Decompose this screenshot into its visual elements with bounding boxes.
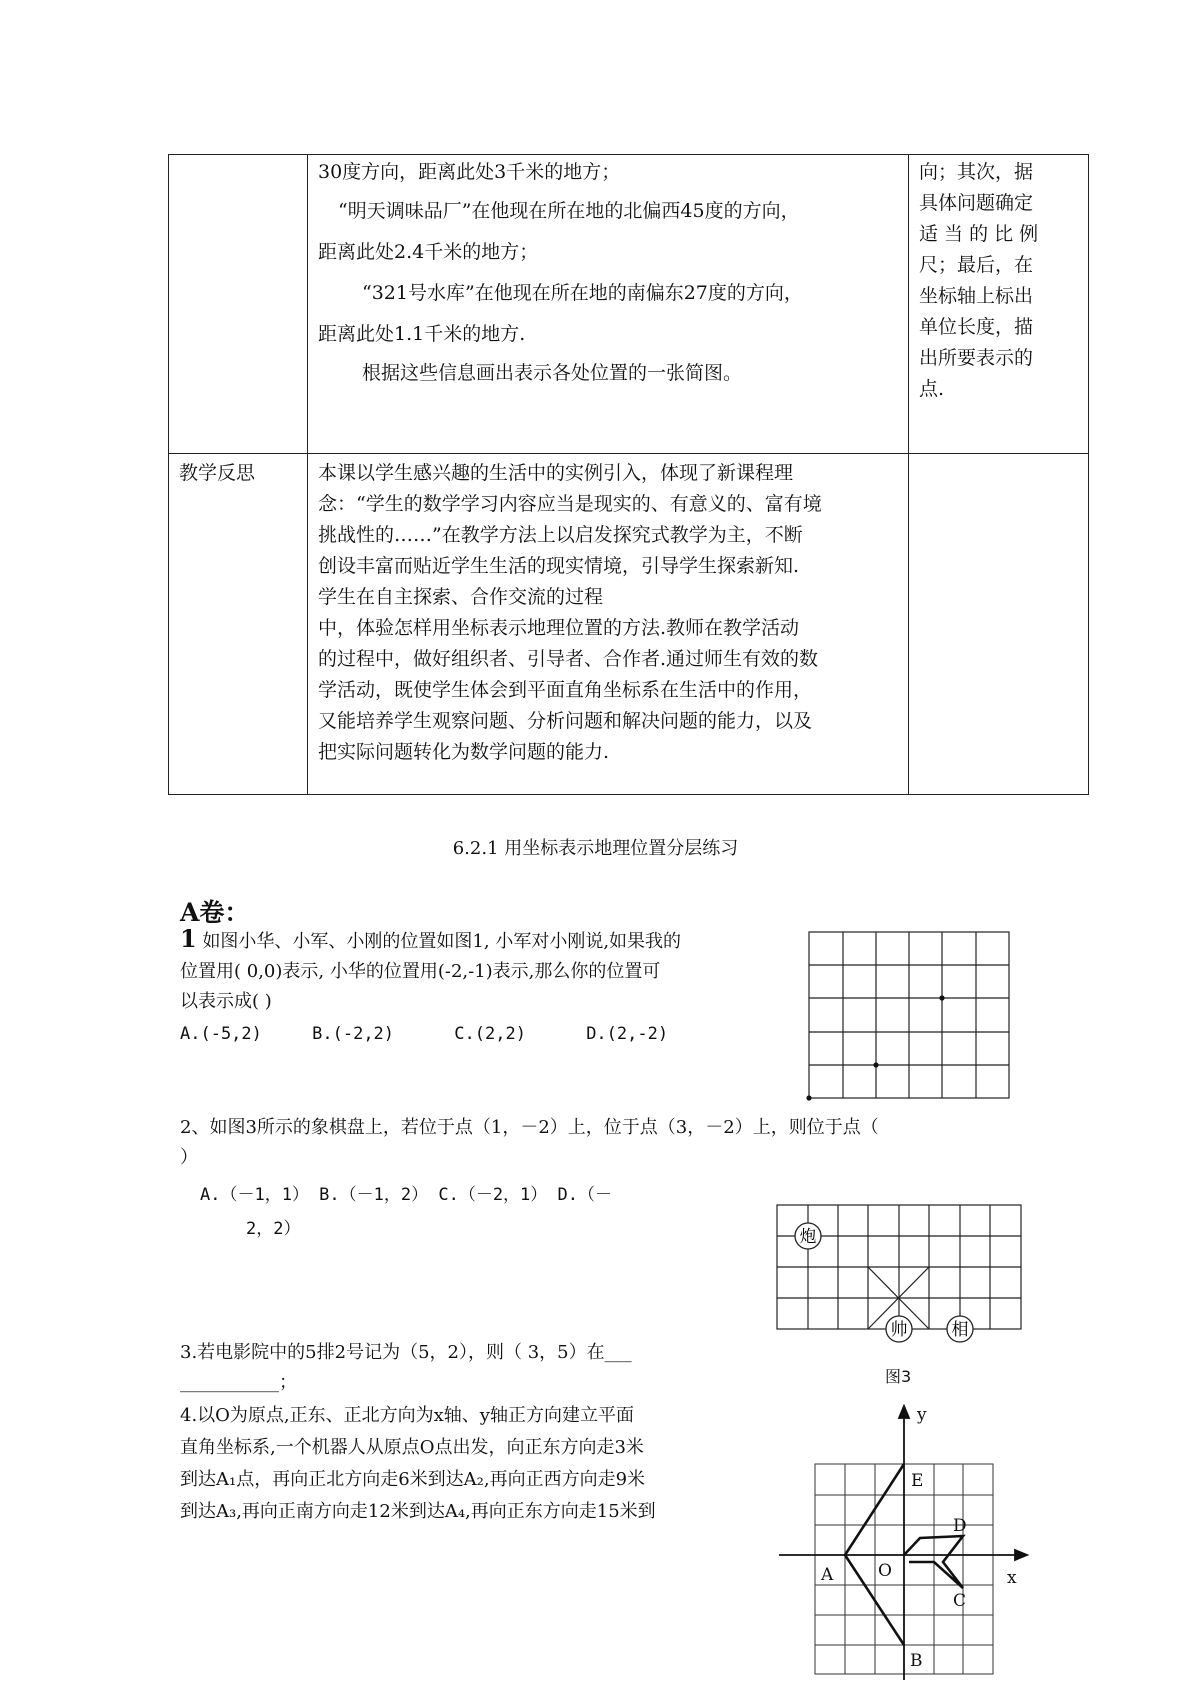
- reflection-cell: [308, 454, 909, 795]
- note-line: 尺；最后，在: [919, 254, 1034, 276]
- task-line: 根据这些信息画出表示各处位置的一张简图。: [362, 362, 743, 384]
- piece-pao: [795, 1223, 821, 1249]
- reflection-line: 念：“学生的数学学习内容应当是现实的、有意义的、富有境: [318, 493, 822, 515]
- reflection-line: 创设丰富而贴近学生生活的现实情境，引导学生探索新知.: [318, 555, 800, 577]
- question-line: ___________；: [180, 1372, 297, 1393]
- svg-text:x: x: [1007, 1568, 1017, 1588]
- svg-text:D: D: [953, 1516, 967, 1536]
- section-heading: A卷：: [180, 898, 250, 927]
- row-label-cell: [169, 155, 308, 454]
- option-a: A.(-5,2): [180, 1024, 262, 1044]
- note-line: 坐标轴上标出: [919, 285, 1034, 307]
- question-line: 如图小华、小军、小刚的位置如图1, 小军对小刚说,如果我的: [202, 931, 682, 952]
- note-line: 具体问题确定: [919, 192, 1034, 214]
- point-marker: [806, 1095, 811, 1100]
- reflection-line: 把实际问题转化为数学问题的能力.: [318, 741, 610, 763]
- svg-text:B: B: [910, 1651, 923, 1671]
- reflection-line: 挑战性的……”在教学方法上以启发探究式教学为主，不断: [318, 524, 803, 546]
- svg-text:A: A: [821, 1565, 834, 1585]
- option-c: C.(2,2): [454, 1024, 526, 1044]
- option-d: D.(2,-2): [586, 1024, 669, 1044]
- table-row: [169, 454, 1089, 795]
- q1-options: [180, 1024, 668, 1044]
- note-line: 单位长度，描: [919, 316, 1034, 338]
- question-line: 到达A₁点，再向正北方向走6米到达A₂,再向正西方向走9米: [180, 1469, 646, 1490]
- svg-text:y: y: [917, 1405, 927, 1425]
- svg-text:O: O: [878, 1561, 892, 1581]
- question-line: 3.若电影院中的5排2号记为（5，2），则（ 3，5）在___: [180, 1342, 632, 1363]
- note-cell: [909, 155, 1089, 454]
- question-line: ）: [180, 1147, 198, 1168]
- point-marker: [873, 1062, 878, 1067]
- question-line: 到达A₃,再向正南方向走12米到达A₄,再向正东方向走15米到: [180, 1501, 656, 1522]
- question-number: 1: [180, 924, 197, 953]
- reflection-line: 又能培养学生观察问题、分析问题和解决问题的能力，以及: [318, 710, 813, 732]
- option-b: B.(-2,2): [312, 1024, 395, 1044]
- svg-text:帅: 帅: [890, 1320, 908, 1340]
- options-line: A.（－1，1） B.（－1，2） C.（－2，1） D.（－: [200, 1185, 612, 1205]
- reflection-line: 中，体验怎样用坐标表示地理位置的方法.教师在教学活动: [318, 617, 800, 639]
- point-marker: [939, 995, 944, 1000]
- task-cell: [308, 155, 909, 454]
- q2-options: [200, 1178, 612, 1246]
- piece-xiang: [947, 1316, 973, 1342]
- reflection-line: 学活动，既使学生体会到平面直角坐标系在生活中的作用，: [318, 679, 813, 701]
- note-line: 点.: [919, 378, 945, 400]
- options-line: 2，2）: [246, 1219, 301, 1239]
- question-2: [180, 1113, 1030, 1173]
- svg-text:C: C: [953, 1591, 967, 1611]
- question-line: 以表示成( ): [180, 991, 272, 1012]
- question-line: 直角坐标系,一个机器人从原点O点出发，向正东方向走3米: [180, 1437, 644, 1458]
- svg-text:炮: 炮: [799, 1227, 817, 1247]
- question-line: 位置用( 0,0)表示, 小华的位置用(-2,-1)表示,那么你的位置可: [180, 961, 661, 982]
- question-3: [180, 1338, 740, 1398]
- question-1: [180, 924, 790, 1017]
- question-line: 4.以O为原点,正东、正北方向为x轴、y轴正方向建立平面: [180, 1405, 634, 1426]
- task-line: “321号水库”在他现在所在地的南偏东27度的方向，: [362, 282, 803, 304]
- svg-text:E: E: [911, 1471, 924, 1491]
- note-line: 向；其次，据: [919, 161, 1034, 183]
- exercise-title: 6.2.1 用坐标表示地理位置分层练习: [452, 838, 739, 859]
- chessboard-figure: [775, 1203, 1025, 1343]
- task-line: 30度方向，距离此处3千米的地方；: [318, 161, 621, 183]
- note-line: 适 当 的 比 例: [919, 223, 1039, 245]
- lesson-table: [168, 154, 1089, 795]
- reflection-line: 本课以学生感兴趣的生活中的实例引入，体现了新课程理: [318, 462, 794, 484]
- figure-3-caption: 图3: [885, 1367, 912, 1386]
- task-line: “明天调味品厂”在他现在所在地的北偏西45度的方向，: [338, 200, 800, 222]
- task-line: 距离此处1.1千米的地方.: [318, 323, 526, 345]
- coordinate-figure: [775, 1400, 1035, 1684]
- svg-text:相: 相: [951, 1320, 969, 1340]
- question-line: 2、如图3所示的象棋盘上，若位于点（1，－2）上，位于点（3，－2）上，则位于点（: [180, 1117, 879, 1138]
- piece-shuai: [886, 1316, 912, 1342]
- reflection-line: 的过程中，做好组织者、引导者、合作者.通过师生有效的数: [318, 648, 819, 670]
- task-line: 距离此处2.4千米的地方；: [318, 241, 539, 263]
- note-line: 出所要表示的: [919, 347, 1034, 369]
- row-label-cell: 教学反思: [169, 454, 308, 795]
- table-row: [169, 155, 1089, 454]
- note-cell: [909, 454, 1089, 795]
- reflection-line: 学生在自主探索、合作交流的过程: [318, 586, 604, 608]
- question-4: [180, 1400, 770, 1528]
- grid-figure-1: [805, 928, 1015, 1103]
